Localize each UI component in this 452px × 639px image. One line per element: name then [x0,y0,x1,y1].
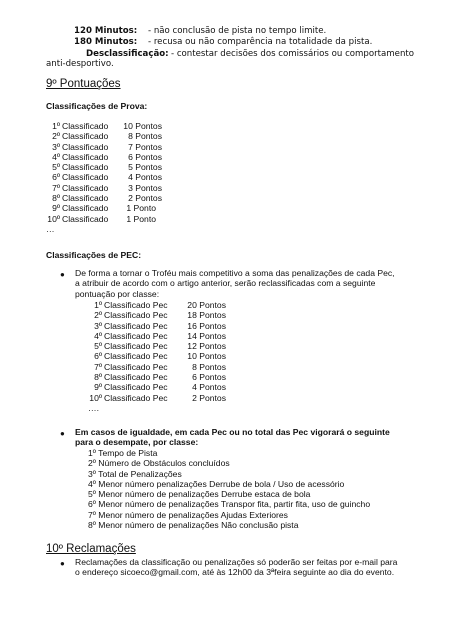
penalty-row [46,36,420,47]
list-item: 3º Total de Penalizações [88,468,182,479]
table-row: 10º Classificado Pec 2 Pontos [89,392,226,403]
disqualification-text: - contestar decisões dos comissários ou comportamento [170,48,415,59]
table-row: 7º Classificado 3 Pontos [52,182,162,193]
disqualification-key: Desclassificação: [86,48,169,59]
table-row: 5º Classificado Pec 12 Pontos [94,341,226,352]
penalty-key: 180 Minutos: [74,37,138,48]
list-item: 7º Menor número de penalizações Ajudas Exteriores [88,509,288,520]
bullet-icon: ● [60,270,65,279]
list-item: 2º Número de Obstáculos concluídos [88,458,230,469]
table-row: 6º Classificado 4 Pontos [52,172,162,183]
pec-points-table [88,300,226,413]
table-row: 3º Classificado Pec 16 Pontos [94,320,226,331]
penalty-key: 120 Minutos: [74,26,138,36]
table-row: 9º Classificado 1 Ponto [52,203,156,214]
tie-break-rules [88,448,370,530]
list-item: 8º Menor número de penalizações Não conclusão pista [88,520,299,531]
table-row: 9º Classificado Pec 4 Pontos [94,382,226,393]
table-row: 4º Classificado 6 Pontos [52,151,162,162]
table-row: 2º Classificado Pec 18 Pontos [94,310,226,321]
table-row: 10º Classificado 1 Ponto [47,213,156,224]
race-table-ellipsis: … [46,223,55,234]
complaints-paragraph: Reclamações da classificação ou penalizações só poderão ser feitas por e-mail para o endereço sicoeco@gmail.com, até às 12h00 da 3ªfeira seguinte ao dia do evento. [75,557,398,578]
list-item: 1º Tempo de Pista [88,448,158,458]
table-row: 3º Classificado 7 Pontos [52,141,162,152]
penalty-text: - não conclusão de pista no tempo limite. [148,26,327,36]
disqualification-row [46,48,420,59]
penalty-row [46,25,420,36]
list-item: 4º Menor número penalizações Derrube de bola / Uso de acessório [88,478,345,489]
section-10-title: 10º Reclamações [46,543,136,555]
table-row: 1º Classificado 10 Pontos [52,121,162,131]
bullet-icon: ● [60,429,65,438]
penalties-block [46,25,420,69]
table-row: 2º Classificado 8 Pontos [52,131,162,142]
pec-classification-heading: Classificações de PEC: [46,250,142,260]
list-item: 6º Menor número de penalizações Transpor fita, partir fita, uso de guincho [88,499,371,510]
table-row: 7º Classificado Pec 8 Pontos [94,361,226,372]
table-row: 8º Classificado 2 Pontos [52,193,162,204]
pec-intro-paragraph: De forma a tornar o Troféu mais competitivo a soma das penalizações de cada Pec, a atribuir de acordo com o artigo anterior, serão reclassificadas com a seguinte pontuação por classe: [75,268,395,299]
section-9-title: 9º Pontuações [46,78,121,90]
race-classification-heading: Classificações de Prova: [46,101,148,111]
penalty-text: - recusa ou não comparência na totalidade da pista. [148,37,373,48]
table-row: 5º Classificado 5 Pontos [52,162,162,173]
table-row: 6º Classificado Pec 10 Pontos [94,351,226,362]
table-row: 8º Classificado Pec 6 Pontos [94,372,226,383]
bullet-icon: ● [60,559,65,568]
race-points-table [46,121,162,234]
list-item: 5º Menor número de penalizações Derrube estaca de bola [88,489,311,500]
disqualification-text-cont: anti-desportivo. [46,58,114,69]
table-row: 4º Classificado Pec 14 Pontos [94,330,226,341]
pec-table-ellipsis: …. [88,402,99,413]
table-row: 1º Classificado Pec 20 Pontos [94,300,226,310]
tie-break-paragraph: Em casos de igualdade, em cada Pec ou no total das Pec vigorará o seguinte para o desempate, por classe: [75,427,390,448]
